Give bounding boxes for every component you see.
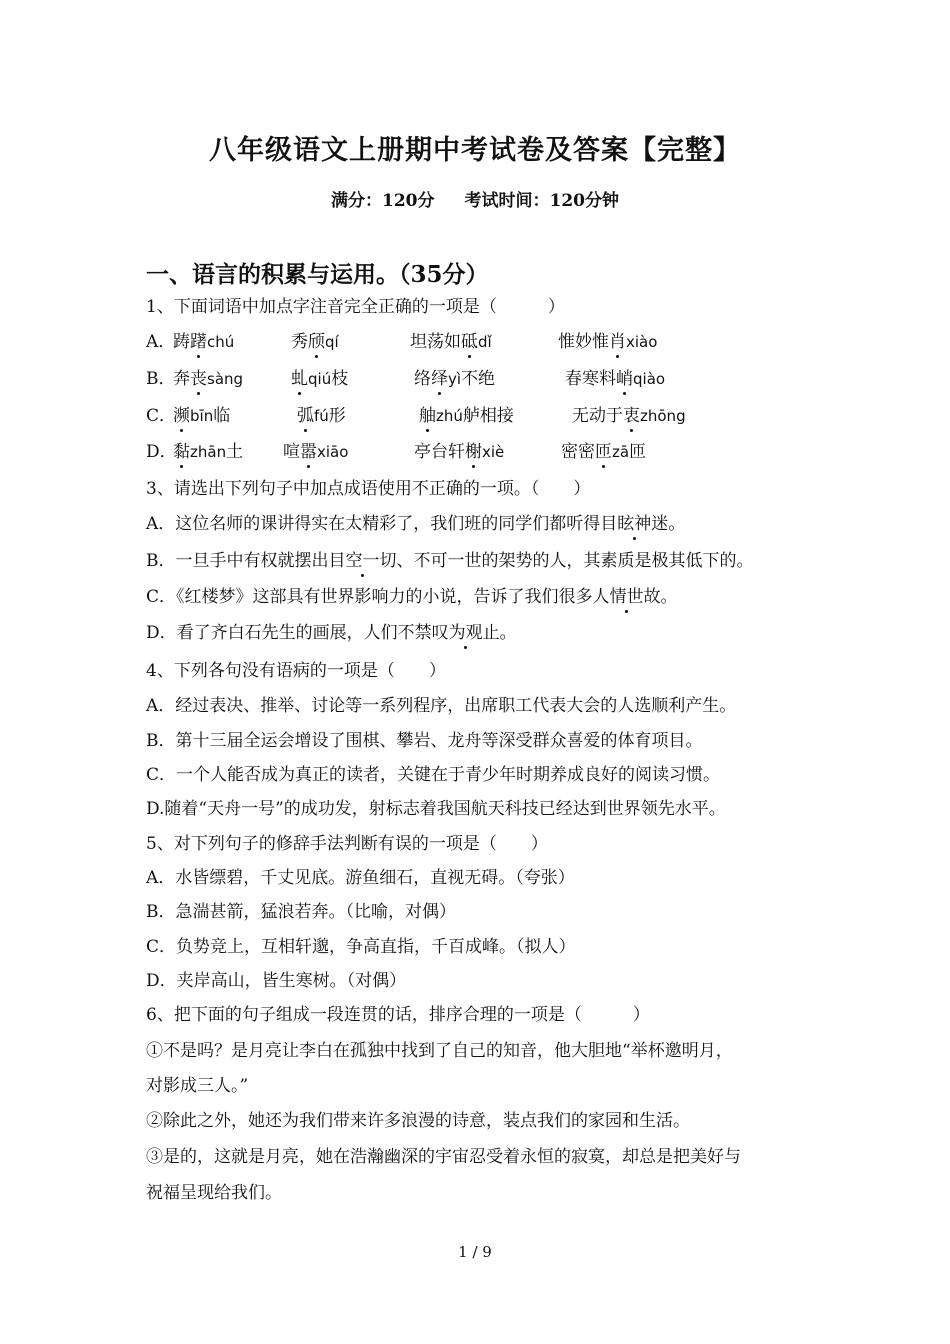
dotted-char: 榭 (465, 442, 482, 462)
q3-option-a (146, 513, 685, 535)
page-number: 1 / 9 (458, 1243, 492, 1261)
text: 喧 (283, 442, 300, 462)
dotted-idiom: 目眩神迷 (600, 514, 669, 534)
dotted-char: 峭 (616, 369, 633, 389)
q1-option-a (146, 331, 657, 353)
dotted-idiom: 人情世故 (592, 587, 661, 607)
option-label: B． (146, 369, 176, 389)
q5-option-c: C．负势竞上，互相轩邈，争高直指，千百成峰。（拟人） (146, 937, 576, 957)
dotted-char: 濒 (173, 406, 190, 426)
text: 坦荡如 (410, 332, 461, 352)
pinyin: dǐ (478, 333, 492, 351)
text: 不绝 (461, 369, 496, 389)
dotted-char: 躇 (190, 332, 207, 352)
pinyin: yì (448, 370, 462, 388)
text: 形 (328, 406, 346, 426)
text: 。 (499, 623, 517, 643)
q6-sentence-3-cont: 祝福呈现给我们。 (146, 1183, 282, 1203)
q3-option-b (146, 550, 754, 572)
option-label: C． (146, 406, 177, 426)
q1-option-c (146, 405, 686, 427)
option-label: A． (146, 332, 176, 352)
text: 秀 (291, 332, 308, 352)
dotted-char: 黏 (173, 442, 190, 462)
text: 、不可一世的架势的人，其素质是极其低下的。 (396, 551, 754, 571)
pinyin: qí (325, 333, 339, 351)
text: 枝 (331, 369, 349, 389)
pinyin: zhú (436, 407, 463, 425)
text: A．这位名师的课讲得实在太精彩了，我们班的同学们都听得 (146, 514, 601, 534)
text: 土 (226, 442, 244, 462)
dotted-char: 肖 (609, 332, 626, 352)
dotted-char: 弧 (297, 406, 314, 426)
text: 络 (414, 369, 431, 389)
q6-sentence-1-cont: 对影成三人。” (146, 1076, 249, 1096)
q4-option-c: C．一个人能否成为真正的读者，关键在于青少年时期养成良好的阅读习惯。 (146, 765, 721, 785)
text: 。 (668, 514, 686, 534)
pinyin: xiè (482, 443, 505, 461)
text: 春寒料 (565, 369, 616, 389)
dotted-char: 颀 (308, 332, 325, 352)
dotted-char: 丧 (190, 369, 207, 389)
pinyin: chú (207, 333, 235, 351)
q3-stem: 3、请选出下列句子中加点成语使用不正确的一项。（ ） (146, 479, 591, 499)
q3-option-c (146, 586, 678, 608)
full-score: 满分：120分 (331, 191, 435, 211)
section-heading-1: 一、语言的积累与运用。（35分） (146, 261, 489, 288)
pinyin: qiào (633, 370, 666, 388)
pinyin: zā (612, 443, 630, 461)
text: 密密 (561, 442, 595, 462)
q1-option-b (146, 368, 665, 390)
dotted-char: 虬 (291, 369, 308, 389)
q6-stem: 6、把下面的句子组成一段连贯的话，排序合理的一项是（ ） (146, 1005, 650, 1025)
pinyin: xiào (626, 333, 658, 351)
dotted-char: 匝 (595, 442, 612, 462)
text: 无动于 (572, 406, 623, 426)
exam-info (0, 186, 950, 211)
page-title: 八年级语文上册期中考试卷及答案【完整】 (209, 135, 741, 166)
dotted-idiom: 叹为观止 (431, 623, 500, 643)
q6-sentence-2: ②除此之外，她还为我们带来许多浪漫的诗意，装点我们的家园和生活。 (146, 1111, 690, 1131)
q5-option-b: B．急湍甚箭，猛浪若奔。（比喻，对偶） (146, 902, 456, 922)
text: 惟妙惟 (558, 332, 609, 352)
text: D．看了齐白石先生的画展，人们不禁 (146, 623, 432, 643)
q4-option-a: A．经过表决、推举、讨论等一系列程序，出席职工代表大会的人选顺利产生。 (146, 696, 737, 716)
option-label: D． (146, 442, 177, 462)
dotted-char: 绎 (431, 369, 448, 389)
text: B．一旦手中有权就摆出 (146, 551, 329, 571)
dotted-char: 衷 (623, 406, 640, 426)
q5-option-d: D．夹岸高山，皆生寒树。（对偶） (146, 971, 407, 991)
dotted-char: 嚣 (300, 442, 317, 462)
text: 奔 (173, 369, 190, 389)
q6-sentence-3: ③是的，这就是月亮，她在浩瀚幽深的宇宙忍受着永恒的寂寞，却总是把美好与 (146, 1147, 741, 1167)
pinyin: bīn (190, 407, 214, 425)
q4-option-d: D.随着“天舟一号”的成功发，射标志着我国航天科技已经达到世界领先水平。 (146, 799, 726, 819)
q5-option-a: A．水皆缥碧，千丈见底。游鱼细石，直视无碍。（夸张） (146, 868, 575, 888)
q1-stem: 1、下面词语中加点字注音完全正确的一项是（ ） (146, 297, 565, 317)
exam-time: 考试时间：120分钟 (464, 191, 619, 211)
q4-stem: 4、下列各句没有语病的一项是（ ） (146, 661, 446, 681)
q1-option-d (146, 441, 646, 463)
dotted-idiom: 目空一切 (328, 551, 397, 571)
pinyin: zhān (190, 443, 227, 461)
text: 舻相接 (462, 406, 514, 426)
text: 踌 (173, 332, 190, 352)
text: 匝 (629, 442, 647, 462)
q3-option-d (146, 622, 517, 644)
q4-option-b: B．第十三届全运会增设了围棋、攀岩、龙舟等深受群众喜爱的体育项目。 (146, 731, 703, 751)
pinyin: sàng (207, 370, 244, 388)
q5-stem: 5、对下列句子的修辞手法判断有误的一项是（ ） (146, 834, 548, 854)
text: 亭台轩 (414, 442, 465, 462)
dotted-char: 砥 (461, 332, 478, 352)
text: 临 (213, 406, 231, 426)
dotted-char: 舳 (419, 406, 436, 426)
pinyin: qiú (308, 370, 332, 388)
pinyin: xiāo (317, 443, 349, 461)
text: C．《红楼梦》这部具有世界影响力的小说，告诉了我们很多 (146, 587, 593, 607)
text: 。 (660, 587, 678, 607)
pinyin: zhōng (640, 407, 686, 425)
pinyin: fú (314, 407, 329, 425)
q6-sentence-1: ①不是吗？是月亮让李白在孤独中找到了自己的知音，他大胆地“举杯邀明月， (146, 1041, 733, 1061)
